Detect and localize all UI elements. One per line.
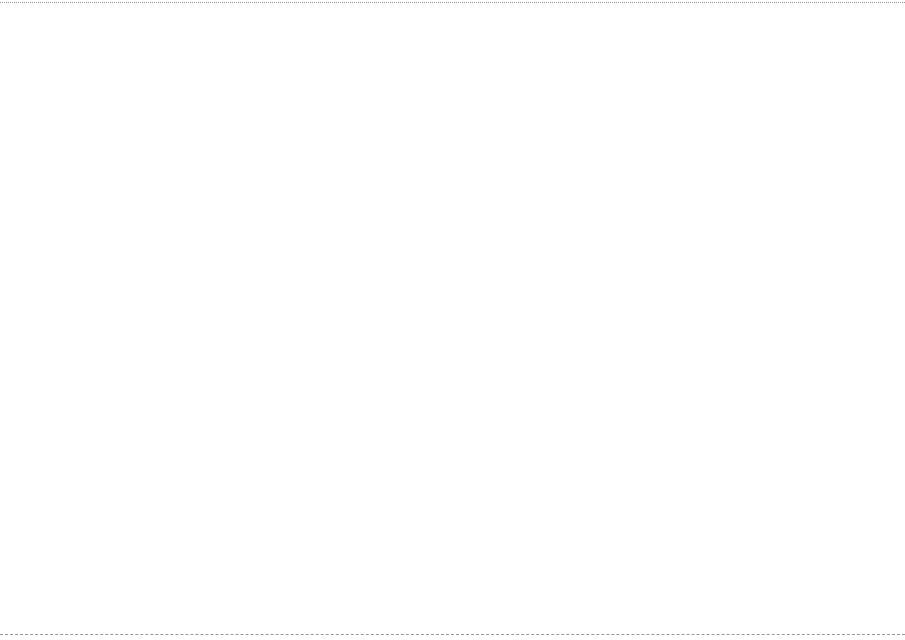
scan-edge-bottom: [0, 634, 905, 635]
